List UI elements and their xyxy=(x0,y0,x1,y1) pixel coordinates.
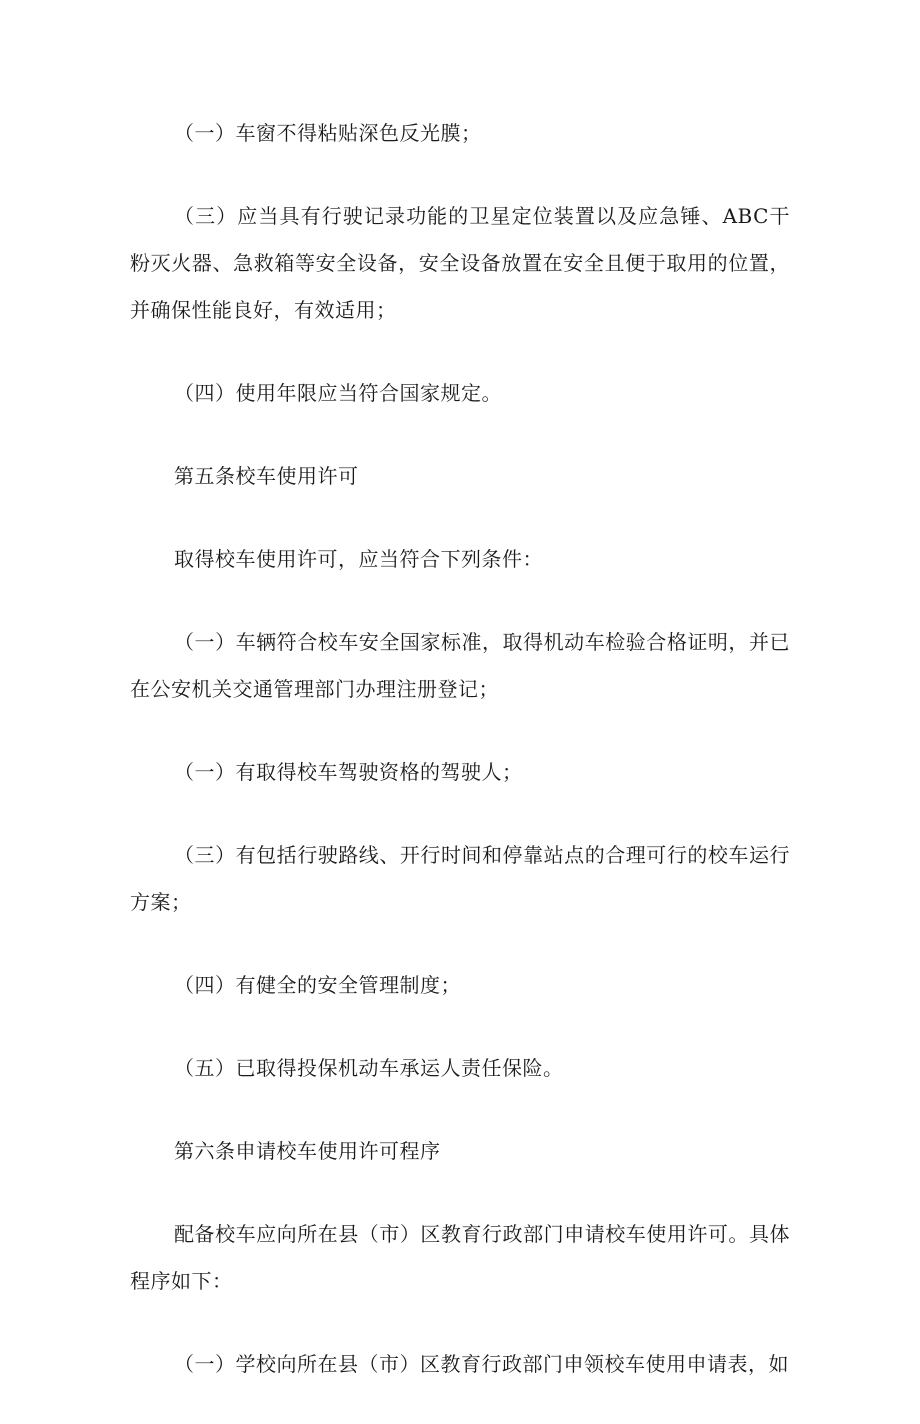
paragraph-safety-equipment: （三）应当具有行驶记录功能的卫星定位装置以及应急锤、ABC干粉灭火器、急救箱等安全设备，安全设备放置在安全且便于取用的位置，并确保性能良好，有效适用； xyxy=(130,204,790,322)
paragraph-application-intro: 配备校车应向所在县（市）区教育行政部门申请校车使用许可。具体程序如下： xyxy=(130,1222,790,1293)
paragraph-safety-management: （四）有健全的安全管理制度； xyxy=(174,973,461,997)
paragraph-service-life: （四）使用年限应当符合国家规定。 xyxy=(174,381,502,405)
document-body xyxy=(130,110,790,1424)
section-heading-article-5: 第五条校车使用许可 xyxy=(174,464,359,488)
paragraph-application-step-1: （一）学校向所在县（市）区教育行政部门申领校车使用申请表，如 xyxy=(174,1352,789,1376)
paragraph-qualified-driver: （一）有取得校车驾驶资格的驾驶人； xyxy=(174,760,523,784)
section-heading-article-6: 第六条申请校车使用许可程序 xyxy=(174,1139,441,1163)
paragraph-liability-insurance: （五）已取得投保机动车承运人责任保险。 xyxy=(174,1056,564,1080)
paragraph-license-conditions: 取得校车使用许可，应当符合下列条件： xyxy=(174,547,543,571)
paragraph-vehicle-window: （一）车窗不得粘贴深色反光膜； xyxy=(174,121,482,145)
paragraph-operation-plan: （三）有包括行驶路线、开行时间和停靠站点的合理可行的校车运行方案； xyxy=(130,843,790,914)
paragraph-vehicle-standard: （一）车辆符合校车安全国家标准，取得机动车检验合格证明，并已在公安机关交通管理部门办理注册登记； xyxy=(130,630,790,701)
